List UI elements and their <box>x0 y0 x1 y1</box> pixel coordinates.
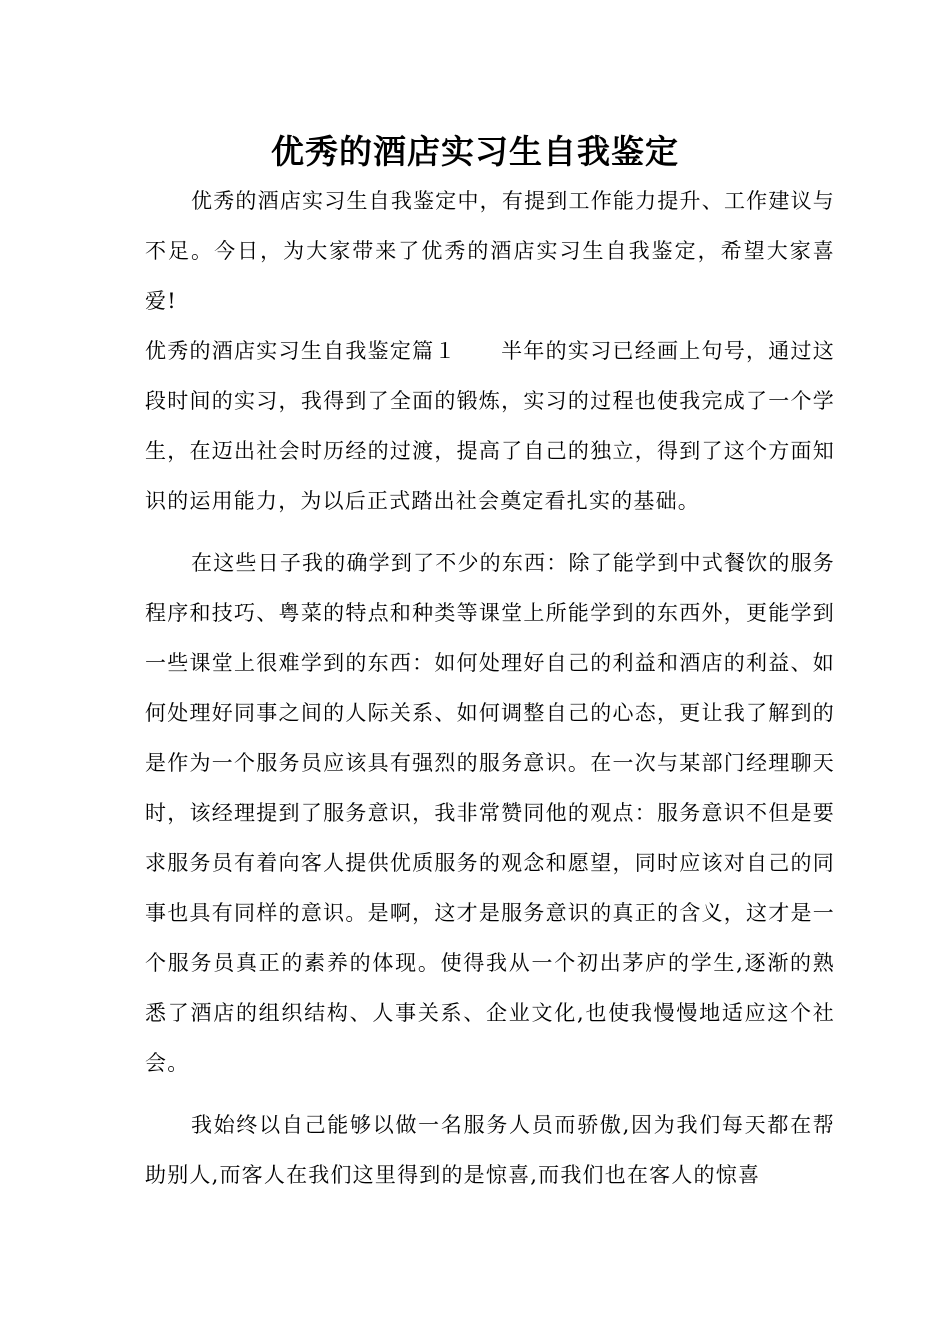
document-title: 优秀的酒店实习生自我鉴定 <box>271 132 679 171</box>
body-paragraph-3: 我始终以自己能够以做一名服务人员而骄傲,因为我们每天都在帮助别人,而客人在我们这里得到的是惊喜,而我们也在客人的惊喜 <box>145 1113 835 1187</box>
body-paragraph-2: 在这些日子我的确学到了不少的东西：除了能学到中式餐饮的服务程序和技巧、粤菜的特点和种类等课堂上所能学到的东西外，更能学到一些课堂上很难学到的东西：如何处理好自己的利益和酒店的利益、如何处理好同事之间的人际关系、如何调整自己的心态，更让我了解到的是作为一个服务员应该具有强烈的服务意识。在一次与某部门经理聊天时，该经理提到了服务意识，我非常赞同他的观点：服务意识不但是要求服务员有着向客人提供优质服务的观念和愿望，同时应该对自己的同事也具有同样的意识。是啊，这才是服务意识的真正的含义，这才是一个服务员真正的素养的体现。使得我从一个初出茅庐的学生,逐渐的熟悉了酒店的组织结构、人事关系、企业文化,也使我慢慢地适应这个社会。 <box>145 551 835 1075</box>
section-paragraph-1: 优秀的酒店实习生自我鉴定篇１ 半年的实习已经画上句号，通过这段时间的实习，我得到了全面的锻炼，实习的过程也使我完成了一个学生，在迈出社会时历经的过渡，提高了自己的独立，得到了这个方面知识的运用能力，为以后正式踏出社会奠定看扎实的基础。 <box>145 339 835 513</box>
document-body <box>145 176 835 1200</box>
intro-paragraph: 优秀的酒店实习生自我鉴定中，有提到工作能力提升、工作建议与不足。今日，为大家带来了优秀的酒店实习生自我鉴定，希望大家喜爱! <box>145 189 835 313</box>
